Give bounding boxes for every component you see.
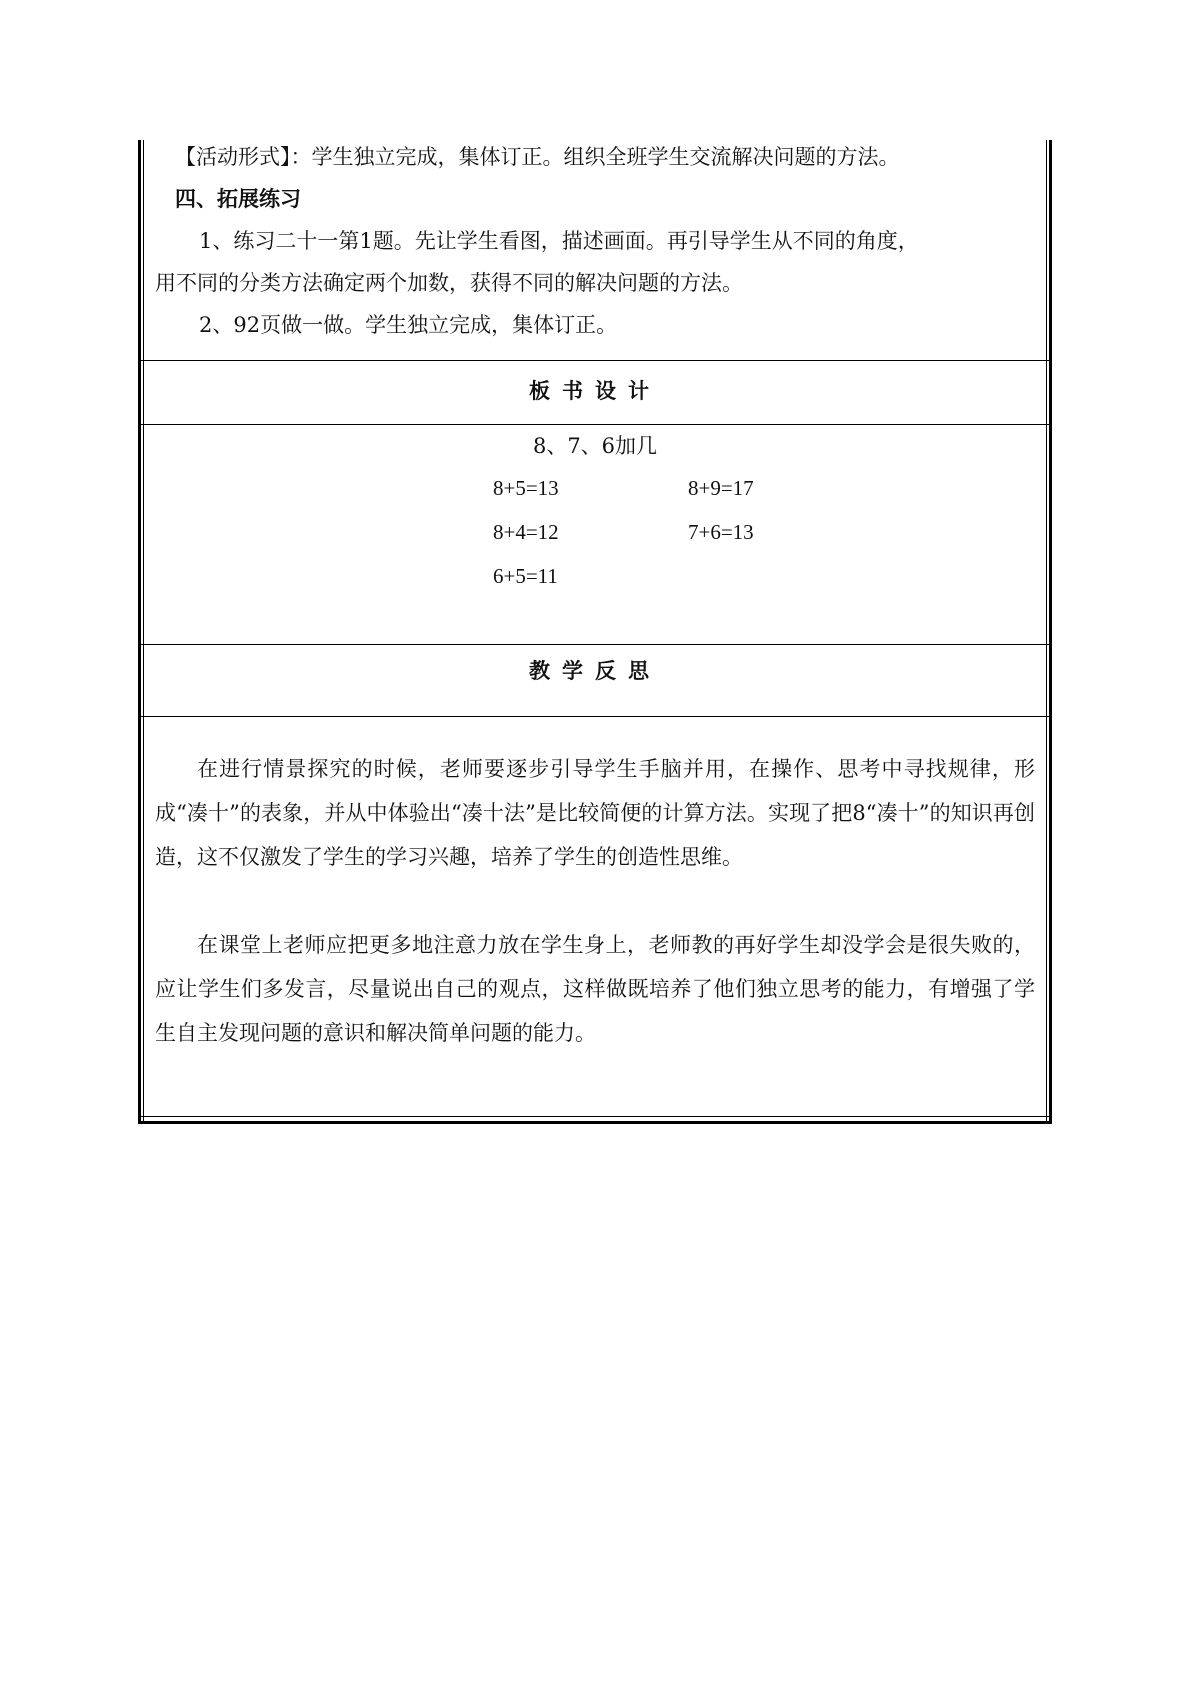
equation-right-2: 7+6=13 [688, 520, 754, 544]
equation-left-1: 8+5=13 [493, 476, 559, 500]
activity-text: ：学生独立完成，集体订正。组织全班学生交流解决问题的方法。 [290, 145, 900, 169]
board-heading: 板书设计 [529, 379, 661, 403]
reflection-heading-row [141, 644, 1049, 716]
board-content [141, 424, 1049, 644]
equation-right-1: 8+9=17 [688, 476, 754, 500]
activity-line [175, 142, 900, 172]
reflection-paragraph-2: 在课堂上老师应把更多地注意力放在学生身上，老师教的再好学生却没学会是很失败的，应让学生们多发言，尽量说出自己的观点，这样做既培养了他们独立思考的能力，有增强了学生自主发现问题的意识和解决简单问题的能力。 [155, 933, 1035, 1045]
reflection-heading: 教学反思 [529, 659, 661, 683]
item1-line2: 用不同的分类方法确定两个加数，获得不同的解决问题的方法。 [155, 271, 743, 295]
item2-line: 2、92页做一做。学生独立完成，集体订正。 [199, 313, 618, 337]
equation-left-3: 6+5=11 [493, 564, 558, 588]
board-heading-row [141, 360, 1049, 424]
reflection-paragraph-1: 在进行情景探究的时候，老师要逐步引导学生手脑并用，在操作、思考中寻找规律，形成“凑十”的表象，并从中体验出“凑十法”是比较简便的计算方法。实现了把8“凑十”的知识再创造，这不仅激发了学生的学习兴趣，培养了学生的创造性思维。 [155, 757, 1035, 869]
equation-left-2: 8+4=12 [493, 520, 559, 544]
section4-heading: 四、拓展练习 [175, 187, 301, 211]
item1-line1: 1、练习二十一第1题。先让学生看图，描述画面。再引导学生从不同的角度， [199, 229, 919, 253]
activity-label: 【活动形式】 [175, 145, 291, 169]
lesson-plan-table [138, 140, 1052, 1124]
board-title: 8、7、6加几 [532, 434, 658, 458]
extension-section [141, 140, 1049, 360]
reflection-content [141, 716, 1049, 1120]
